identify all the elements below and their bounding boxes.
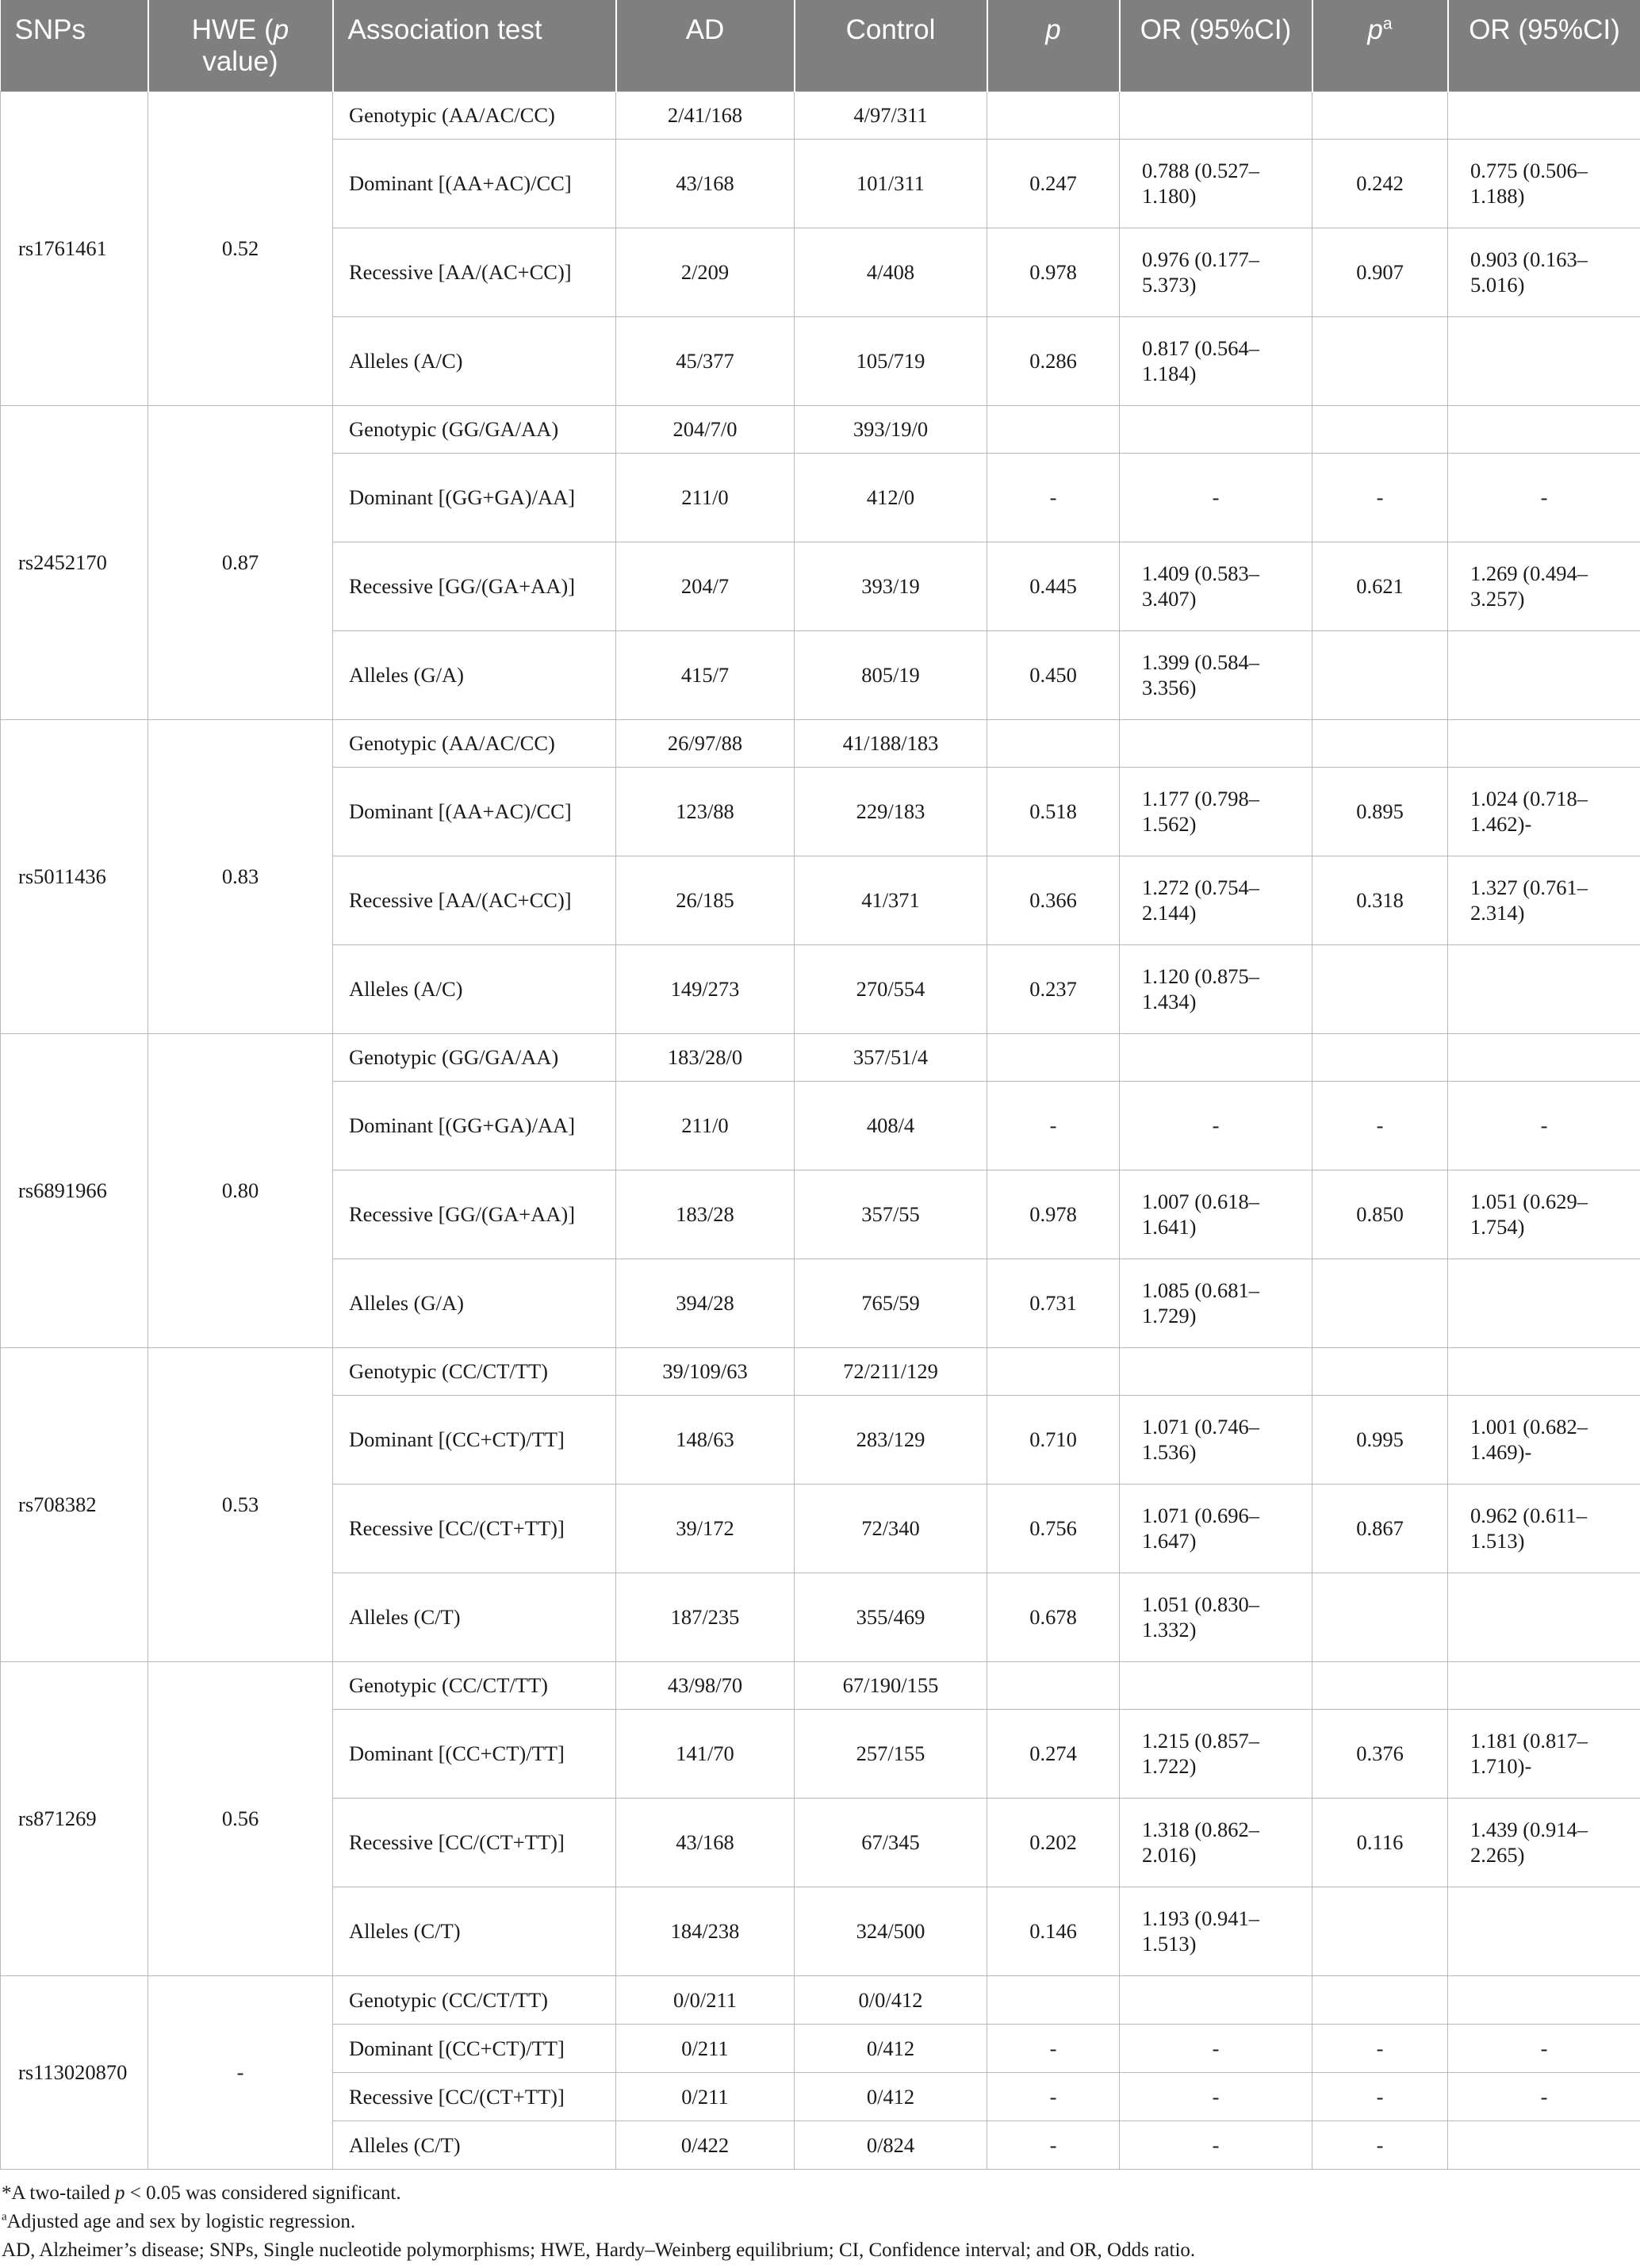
control-cell: 0/412	[795, 2024, 987, 2072]
control-cell: 4/408	[795, 228, 987, 316]
or-adjusted-cell: 0.903 (0.163–5.016)	[1448, 228, 1640, 316]
association-test-cell: Recessive [AA/(AC+CC)]	[333, 856, 616, 944]
snp-name: rs5011436	[1, 719, 148, 1033]
ad-cell: 183/28	[616, 1170, 795, 1259]
p-adjusted-cell	[1312, 1573, 1448, 1661]
p-adjusted-cell: -	[1312, 2024, 1448, 2072]
p-adjusted-cell: 0.907	[1312, 228, 1448, 316]
ad-cell: 0/211	[616, 2072, 795, 2121]
ad-cell: 43/168	[616, 139, 795, 228]
association-test-cell: Dominant [(AA+AC)/CC]	[333, 767, 616, 856]
control-cell: 105/719	[795, 316, 987, 405]
or-adjusted-cell	[1448, 2121, 1640, 2169]
p-adjusted-cell	[1312, 1259, 1448, 1347]
footnotes	[0, 2179, 1640, 2265]
ad-cell: 43/98/70	[616, 1661, 795, 1709]
p-cell: 0.202	[987, 1798, 1120, 1887]
ad-cell: 0/0/211	[616, 1975, 795, 2024]
p-adjusted-cell: 0.116	[1312, 1798, 1448, 1887]
control-cell: 4/97/311	[795, 91, 987, 139]
p-cell	[987, 1347, 1120, 1395]
table-row	[1, 1975, 1640, 2024]
control-cell: 393/19	[795, 542, 987, 630]
or-adjusted-cell: -	[1448, 2024, 1640, 2072]
or-cell: -	[1120, 2072, 1312, 2121]
header-p: p	[987, 0, 1120, 91]
or-adjusted-cell	[1448, 630, 1640, 719]
ad-cell: 39/109/63	[616, 1347, 795, 1395]
header-p-adjusted: $p^a$	[1312, 0, 1448, 91]
p-cell: 0.756	[987, 1484, 1120, 1573]
hwe-value: 0.87	[148, 405, 333, 719]
p-cell	[987, 1975, 1120, 2024]
header-or: OR (95%CI)	[1120, 0, 1312, 91]
table-header	[1, 0, 1640, 91]
or-cell: 1.193 (0.941–1.513)	[1120, 1887, 1312, 1975]
hwe-value: 0.80	[148, 1033, 333, 1347]
or-adjusted-cell	[1448, 944, 1640, 1033]
p-cell: 0.678	[987, 1573, 1120, 1661]
or-cell: -	[1120, 453, 1312, 542]
or-cell: 1.215 (0.857–1.722)	[1120, 1709, 1312, 1798]
p-cell: -	[987, 2072, 1120, 2121]
or-cell: 1.071 (0.696–1.647)	[1120, 1484, 1312, 1573]
ad-cell: 184/238	[616, 1887, 795, 1975]
or-adjusted-cell: 1.001 (0.682–1.469)-	[1448, 1395, 1640, 1484]
or-adjusted-cell	[1448, 1259, 1640, 1347]
association-test-cell: Alleles (G/A)	[333, 630, 616, 719]
ad-cell: 149/273	[616, 944, 795, 1033]
ad-cell: 148/63	[616, 1395, 795, 1484]
hwe-value: 0.53	[148, 1347, 333, 1661]
or-adjusted-cell: 1.327 (0.761–2.314)	[1448, 856, 1640, 944]
p-cell	[987, 91, 1120, 139]
or-cell: -	[1120, 2024, 1312, 2072]
or-cell	[1120, 1661, 1312, 1709]
p-cell	[987, 405, 1120, 453]
p-cell: 0.366	[987, 856, 1120, 944]
p-cell: -	[987, 2024, 1120, 2072]
p-adjusted-cell	[1312, 944, 1448, 1033]
footnote-abbreviations: AD, Alzheimer’s disease; SNPs, Single nucleotide polymorphisms; HWE, Hardy–Weinberg equilibrium; CI, Confidence interval; and OR, Odds ratio.	[2, 2239, 1196, 2261]
control-cell: 257/155	[795, 1709, 987, 1798]
p-cell	[987, 1033, 1120, 1081]
control-cell: 0/412	[795, 2072, 987, 2121]
footnote-adjusted: $^a$Adjusted age and sex by logistic regression.	[2, 2210, 356, 2232]
table-body	[1, 91, 1640, 2169]
control-cell: 67/190/155	[795, 1661, 987, 1709]
hwe-value: 0.83	[148, 719, 333, 1033]
association-test-cell: Genotypic (CC/CT/TT)	[333, 1661, 616, 1709]
or-cell: 0.788 (0.527–1.180)	[1120, 139, 1312, 228]
or-adjusted-cell	[1448, 316, 1640, 405]
p-cell: 0.978	[987, 1170, 1120, 1259]
control-cell: 393/19/0	[795, 405, 987, 453]
control-cell: 270/554	[795, 944, 987, 1033]
or-cell: 1.272 (0.754–2.144)	[1120, 856, 1312, 944]
or-cell: -	[1120, 1081, 1312, 1170]
p-adjusted-cell	[1312, 316, 1448, 405]
ad-cell: 26/185	[616, 856, 795, 944]
association-test-cell: Dominant [(GG+GA)/AA]	[333, 1081, 616, 1170]
ad-cell: 141/70	[616, 1709, 795, 1798]
or-adjusted-cell	[1448, 1033, 1640, 1081]
table-row	[1, 91, 1640, 139]
or-cell: 1.177 (0.798–1.562)	[1120, 767, 1312, 856]
association-test-cell: Recessive [CC/(CT+TT)]	[333, 2072, 616, 2121]
snp-name: rs871269	[1, 1661, 148, 1975]
p-cell: -	[987, 453, 1120, 542]
p-cell: 0.731	[987, 1259, 1120, 1347]
association-test-cell: Genotypic (CC/CT/TT)	[333, 1347, 616, 1395]
ad-cell: 187/235	[616, 1573, 795, 1661]
control-cell: 41/188/183	[795, 719, 987, 767]
p-cell: 0.237	[987, 944, 1120, 1033]
control-cell: 0/824	[795, 2121, 987, 2169]
association-test-cell: Recessive [GG/(GA+AA)]	[333, 542, 616, 630]
ad-cell: 39/172	[616, 1484, 795, 1573]
header-association-test: Association test	[333, 0, 616, 91]
or-cell: 1.051 (0.830–1.332)	[1120, 1573, 1312, 1661]
or-adjusted-cell: -	[1448, 453, 1640, 542]
p-cell: 0.247	[987, 139, 1120, 228]
or-cell	[1120, 1975, 1312, 2024]
p-adjusted-cell: 0.995	[1312, 1395, 1448, 1484]
or-cell: 1.399 (0.584–3.356)	[1120, 630, 1312, 719]
hwe-value: -	[148, 1975, 333, 2169]
or-adjusted-cell: 0.962 (0.611–1.513)	[1448, 1484, 1640, 1573]
association-test-cell: Alleles (G/A)	[333, 1259, 616, 1347]
ad-cell: 43/168	[616, 1798, 795, 1887]
p-cell: 0.518	[987, 767, 1120, 856]
or-adjusted-cell: 0.775 (0.506–1.188)	[1448, 139, 1640, 228]
or-adjusted-cell	[1448, 719, 1640, 767]
snp-name: rs1761461	[1, 91, 148, 405]
control-cell: 72/211/129	[795, 1347, 987, 1395]
control-cell: 67/345	[795, 1798, 987, 1887]
p-adjusted-cell	[1312, 1887, 1448, 1975]
header-or-adjusted: OR (95%CI)	[1448, 0, 1640, 91]
or-adjusted-cell: 1.439 (0.914–2.265)	[1448, 1798, 1640, 1887]
snp-name: rs113020870	[1, 1975, 148, 2169]
or-cell: 1.007 (0.618–1.641)	[1120, 1170, 1312, 1259]
p-adjusted-cell: 0.850	[1312, 1170, 1448, 1259]
p-adjusted-cell	[1312, 1347, 1448, 1395]
p-adjusted-cell	[1312, 1033, 1448, 1081]
header-ad: AD	[616, 0, 795, 91]
or-cell: 0.817 (0.564–1.184)	[1120, 316, 1312, 405]
association-test-cell: Genotypic (AA/AC/CC)	[333, 91, 616, 139]
footnote-significance: *A two-tailed p < 0.05 was considered significant.	[2, 2182, 401, 2204]
association-test-cell: Recessive [GG/(GA+AA)]	[333, 1170, 616, 1259]
p-adjusted-cell: 0.376	[1312, 1709, 1448, 1798]
association-test-cell: Genotypic (GG/GA/AA)	[333, 1033, 616, 1081]
p-cell: 0.710	[987, 1395, 1120, 1484]
or-adjusted-cell	[1448, 1887, 1640, 1975]
association-test-cell: Dominant [(GG+GA)/AA]	[333, 453, 616, 542]
hwe-value: 0.56	[148, 1661, 333, 1975]
table-row	[1, 719, 1640, 767]
or-adjusted-cell	[1448, 1573, 1640, 1661]
p-adjusted-cell	[1312, 1975, 1448, 2024]
p-cell: 0.286	[987, 316, 1120, 405]
snp-name: rs2452170	[1, 405, 148, 719]
or-adjusted-cell: 1.181 (0.817–1.710)-	[1448, 1709, 1640, 1798]
p-cell: 0.146	[987, 1887, 1120, 1975]
ad-cell: 204/7	[616, 542, 795, 630]
ad-cell: 211/0	[616, 1081, 795, 1170]
control-cell: 805/19	[795, 630, 987, 719]
ad-cell: 26/97/88	[616, 719, 795, 767]
association-test-cell: Genotypic (AA/AC/CC)	[333, 719, 616, 767]
ad-cell: 204/7/0	[616, 405, 795, 453]
or-cell: 1.120 (0.875–1.434)	[1120, 944, 1312, 1033]
ad-cell: 211/0	[616, 453, 795, 542]
or-cell	[1120, 719, 1312, 767]
ad-cell: 183/28/0	[616, 1033, 795, 1081]
or-adjusted-cell	[1448, 1975, 1640, 2024]
ad-cell: 123/88	[616, 767, 795, 856]
header-snps: SNPs	[1, 0, 148, 91]
or-adjusted-cell	[1448, 1661, 1640, 1709]
or-adjusted-cell	[1448, 405, 1640, 453]
snp-name: rs708382	[1, 1347, 148, 1661]
control-cell: 408/4	[795, 1081, 987, 1170]
p-adjusted-cell: -	[1312, 453, 1448, 542]
p-cell	[987, 719, 1120, 767]
or-cell	[1120, 1033, 1312, 1081]
ad-cell: 0/211	[616, 2024, 795, 2072]
p-cell: 0.445	[987, 542, 1120, 630]
or-cell: 1.071 (0.746–1.536)	[1120, 1395, 1312, 1484]
association-test-cell: Alleles (C/T)	[333, 2121, 616, 2169]
control-cell: 324/500	[795, 1887, 987, 1975]
control-cell: 101/311	[795, 139, 987, 228]
table-row	[1, 1347, 1640, 1395]
p-cell	[987, 1661, 1120, 1709]
association-test-cell: Genotypic (CC/CT/TT)	[333, 1975, 616, 2024]
p-cell: -	[987, 2121, 1120, 2169]
association-test-cell: Recessive [CC/(CT+TT)]	[333, 1798, 616, 1887]
p-adjusted-cell: -	[1312, 2072, 1448, 2121]
association-test-cell: Alleles (A/C)	[333, 944, 616, 1033]
association-test-cell: Alleles (A/C)	[333, 316, 616, 405]
association-test-cell: Dominant [(AA+AC)/CC]	[333, 139, 616, 228]
p-adjusted-cell: 0.242	[1312, 139, 1448, 228]
ad-cell: 2/209	[616, 228, 795, 316]
or-adjusted-cell: 1.024 (0.718–1.462)-	[1448, 767, 1640, 856]
ad-cell: 45/377	[616, 316, 795, 405]
control-cell: 357/51/4	[795, 1033, 987, 1081]
control-cell: 412/0	[795, 453, 987, 542]
association-test-cell: Alleles (C/T)	[333, 1887, 616, 1975]
control-cell: 355/469	[795, 1573, 987, 1661]
p-cell: 0.978	[987, 228, 1120, 316]
table-row	[1, 405, 1640, 453]
association-test-cell: Genotypic (GG/GA/AA)	[333, 405, 616, 453]
or-adjusted-cell	[1448, 91, 1640, 139]
p-cell: 0.450	[987, 630, 1120, 719]
association-test-cell: Alleles (C/T)	[333, 1573, 616, 1661]
or-cell	[1120, 405, 1312, 453]
p-adjusted-cell	[1312, 1661, 1448, 1709]
ad-cell: 0/422	[616, 2121, 795, 2169]
p-cell: -	[987, 1081, 1120, 1170]
hwe-value: 0.52	[148, 91, 333, 405]
or-adjusted-cell: -	[1448, 2072, 1640, 2121]
p-cell: 0.274	[987, 1709, 1120, 1798]
or-cell: 0.976 (0.177–5.373)	[1120, 228, 1312, 316]
association-test-cell: Dominant [(CC+CT)/TT]	[333, 2024, 616, 2072]
control-cell: 0/0/412	[795, 1975, 987, 2024]
ad-cell: 394/28	[616, 1259, 795, 1347]
or-adjusted-cell: 1.051 (0.629–1.754)	[1448, 1170, 1640, 1259]
table-row	[1, 1033, 1640, 1081]
header-control: Control	[795, 0, 987, 91]
ad-cell: 415/7	[616, 630, 795, 719]
control-cell: 765/59	[795, 1259, 987, 1347]
or-cell: -	[1120, 2121, 1312, 2169]
p-adjusted-cell	[1312, 630, 1448, 719]
or-cell: 1.409 (0.583–3.407)	[1120, 542, 1312, 630]
control-cell: 72/340	[795, 1484, 987, 1573]
p-adjusted-cell: -	[1312, 1081, 1448, 1170]
association-test-cell: Recessive [CC/(CT+TT)]	[333, 1484, 616, 1573]
control-cell: 229/183	[795, 767, 987, 856]
p-adjusted-cell: 0.895	[1312, 767, 1448, 856]
ad-cell: 2/41/168	[616, 91, 795, 139]
p-adjusted-cell: 0.867	[1312, 1484, 1448, 1573]
or-cell: 1.318 (0.862–2.016)	[1120, 1798, 1312, 1887]
association-test-cell: Recessive [AA/(AC+CC)]	[333, 228, 616, 316]
or-adjusted-cell	[1448, 1347, 1640, 1395]
p-adjusted-cell	[1312, 91, 1448, 139]
or-cell: 1.085 (0.681–1.729)	[1120, 1259, 1312, 1347]
or-cell	[1120, 1347, 1312, 1395]
p-adjusted-cell	[1312, 405, 1448, 453]
snp-name: rs6891966	[1, 1033, 148, 1347]
or-adjusted-cell: 1.269 (0.494–3.257)	[1448, 542, 1640, 630]
association-test-cell: Dominant [(CC+CT)/TT]	[333, 1395, 616, 1484]
header-hwe: HWE (p value)	[148, 0, 333, 91]
control-cell: 357/55	[795, 1170, 987, 1259]
association-test-cell: Dominant [(CC+CT)/TT]	[333, 1709, 616, 1798]
p-adjusted-cell	[1312, 719, 1448, 767]
p-adjusted-cell: 0.621	[1312, 542, 1448, 630]
control-cell: 41/371	[795, 856, 987, 944]
p-adjusted-cell: -	[1312, 2121, 1448, 2169]
control-cell: 283/129	[795, 1395, 987, 1484]
table-row	[1, 1661, 1640, 1709]
or-adjusted-cell: -	[1448, 1081, 1640, 1170]
or-cell	[1120, 91, 1312, 139]
p-adjusted-cell: 0.318	[1312, 856, 1448, 944]
